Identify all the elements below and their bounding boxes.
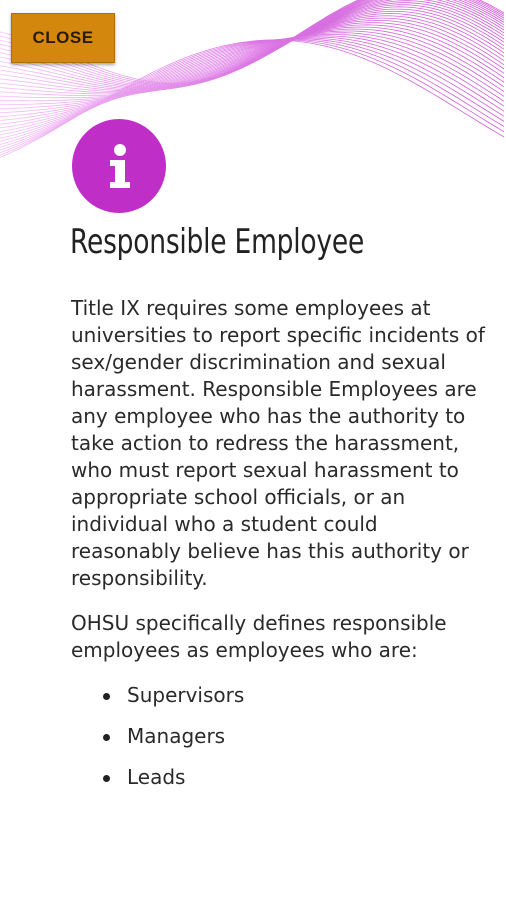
intro-paragraph: Title IX requires some employees at universities to report specific incidents of sex/gender discrimination and sexual harassment. Responsible Employees are any employee who has the authority to take action to redress the harassment, who must report sexual harassment to appropriate school officials, or an individual who a student could reasonably believe has this authority or responsibility.: [71, 296, 485, 590]
info-icon: [72, 119, 166, 213]
list-item: [71, 764, 491, 805]
info-badge: [72, 119, 166, 213]
page-title: Responsible Employee: [70, 222, 365, 262]
definition-paragraph: OHSU specifically defines responsible employees as employees who are:: [71, 611, 447, 662]
list-item: [71, 682, 491, 723]
list-item-label: Managers: [127, 724, 226, 748]
bullet-dot-icon: [103, 693, 110, 700]
employee-type-list: [71, 682, 491, 805]
bullet-dot-icon: [103, 734, 110, 741]
content-body: [71, 295, 491, 805]
list-item-label: Leads: [127, 765, 186, 789]
list-item: [71, 723, 491, 764]
bullet-dot-icon: [103, 775, 110, 782]
list-item-label: Supervisors: [127, 683, 245, 707]
close-button[interactable]: CLOSE: [11, 13, 115, 63]
